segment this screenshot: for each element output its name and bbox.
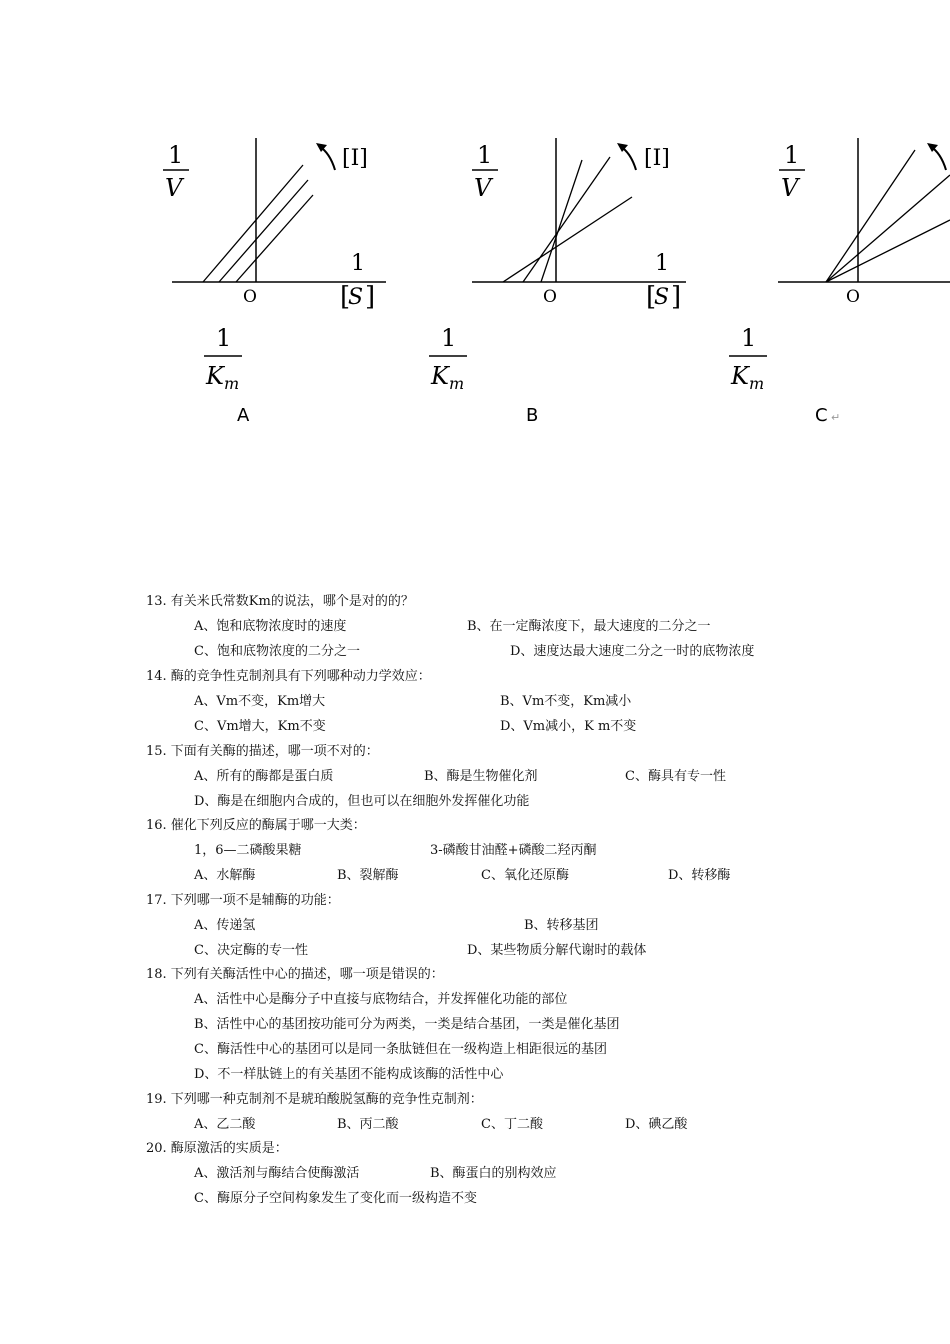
question-18-option-a: A、活性中心是酶分子中直接与底物结合，并发挥催化功能的部位 — [194, 992, 568, 1007]
plot-a-line-2 — [219, 180, 308, 282]
plot-a-s-numerator: 1 — [351, 251, 365, 276]
plot-c-origin-label: O — [846, 287, 860, 307]
question-19-stem: 19. 下列哪一种克制剂不是琥珀酸脱氢酶的竞争性克制剂： — [146, 1092, 483, 1107]
question-15-option-b: B、酶是生物催化剂 — [424, 769, 538, 784]
question-20-option-a: A、激活剂与酶结合使酶激活 — [194, 1166, 360, 1181]
plot-b-s-bracket-open: [ — [646, 282, 657, 312]
plot-a — [163, 138, 386, 426]
question-13-option-c: C、饱和底物浓度的二分之一 — [194, 644, 360, 659]
question-15-option-c: C、酶具有专一性 — [625, 769, 726, 784]
question-13-stem: 13. 有关米氏常数Km的说法，哪个是对的的？ — [146, 594, 414, 609]
question-16-stem: 16. 催化下列反应的酶属于哪一大类： — [146, 818, 366, 833]
plot-a-caption: A — [237, 405, 250, 426]
plot-c-km-numerator: 1 — [741, 324, 757, 352]
question-16-option-b: B、裂解酶 — [337, 868, 399, 883]
question-14-option-c: C、Vm增大，Km不变 — [194, 719, 326, 734]
question-16-reactant: 1，6—二磷酸果糖 — [194, 843, 302, 858]
plot-a-line-3 — [236, 195, 313, 282]
question-20-stem: 20. 酶原激活的实质是： — [146, 1141, 288, 1156]
question-18-option-b: B、活性中心的基团按功能可分为两类，一类是结合基团，一类是催化基团 — [194, 1017, 620, 1032]
plot-a-inhibitor-label: [I] — [342, 146, 368, 171]
question-18-stem: 18. 下列有关酶活性中心的描述，哪一项是错误的： — [146, 967, 444, 982]
plot-a-km-numerator: 1 — [216, 324, 232, 352]
question-16-option-d: D、转移酶 — [668, 868, 731, 883]
question-20-option-c: C、酶原分子空间构象发生了变化而一级构造不变 — [194, 1191, 477, 1206]
plot-b-line-1 — [503, 197, 632, 282]
question-17-stem: 17. 下列哪一项不是辅酶的功能： — [146, 893, 340, 908]
question-17-option-a: A、传递氢 — [194, 918, 256, 933]
question-14-option-b: B、Vm不变，Km减小 — [500, 694, 632, 709]
plot-b-line-3 — [541, 160, 582, 282]
question-15-stem: 15. 下面有关酶的描述，哪一项不对的： — [146, 744, 379, 759]
plot-a-y-numerator: 1 — [168, 141, 184, 169]
question-13-option-b: B、在一定酶浓度下，最大速度的二分之一 — [467, 619, 711, 634]
plot-b-y-denominator: V — [474, 174, 492, 202]
question-20-option-b: B、酶蛋白的别构效应 — [430, 1166, 557, 1181]
question-18-option-d: D、不一样肽链上的有关基团不能构成该酶的活性中心 — [194, 1067, 504, 1082]
plot-b-inhibitor-label: [I] — [644, 146, 670, 171]
plot-a-km-subscript: m — [224, 374, 240, 393]
question-14-option-a: A、Vm不变，Km增大 — [194, 694, 326, 709]
plot-c — [729, 138, 950, 426]
question-16-option-c: C、氧化还原酶 — [481, 868, 569, 883]
plot-c-y-denominator: V — [781, 174, 799, 202]
plot-c-caption: C — [815, 405, 828, 426]
plot-a-origin-label: O — [243, 287, 257, 307]
plot-b-caption: B — [526, 405, 539, 426]
plot-c-km-denominator: K — [731, 362, 749, 390]
question-15-option-d: D、酶是在细胞内合成的，但也可以在细胞外发挥催化功能 — [194, 794, 530, 809]
question-19-option-a: A、乙二酸 — [194, 1117, 256, 1132]
plot-a-s-bracket-open: [ — [340, 282, 351, 312]
question-19-option-b: B、丙二酸 — [337, 1117, 399, 1132]
paragraph-mark-icon: ↵ — [831, 411, 841, 424]
plot-b-origin-label: O — [543, 287, 557, 307]
plot-a-s-bracket-close: ] — [365, 282, 376, 312]
lineweaver-burk-figure — [0, 0, 950, 460]
plot-b-s-bracket-close: ] — [671, 282, 682, 312]
question-13-option-d: D、速度达最大速度二分之一时的底物浓度 — [510, 644, 755, 659]
plots-svg — [0, 0, 950, 460]
plot-b-y-numerator: 1 — [477, 141, 493, 169]
question-19-option-c: C、丁二酸 — [481, 1117, 543, 1132]
plot-a-s-denominator: S — [348, 285, 364, 310]
question-18-option-c: C、酶活性中心的基团可以是同一条肽链但在一级构造上相距很远的基团 — [194, 1042, 607, 1057]
plot-a-y-denominator: V — [165, 174, 183, 202]
plot-b-km-denominator: K — [431, 362, 449, 390]
question-17-option-c: C、决定酶的专一性 — [194, 943, 308, 958]
question-19-option-d: D、碘乙酸 — [625, 1117, 688, 1132]
question-16-option-a: A、水解酶 — [194, 868, 256, 883]
question-14-option-d: D、Vm减小，K m不变 — [500, 719, 637, 734]
question-13-option-a: A、饱和底物浓度时的速度 — [194, 619, 347, 634]
plot-c-km-subscript: m — [749, 374, 765, 393]
plot-b-s-denominator: S — [654, 285, 670, 310]
question-16-products: 3-磷酸甘油醛+磷酸二羟丙酮 — [430, 843, 597, 858]
plot-c-y-numerator: 1 — [784, 141, 800, 169]
question-17-option-b: B、转移基团 — [524, 918, 599, 933]
plot-a-km-denominator: K — [206, 362, 224, 390]
plot-b-km-subscript: m — [449, 374, 465, 393]
plot-b — [429, 138, 686, 426]
plot-b-s-numerator: 1 — [655, 251, 669, 276]
question-15-option-a: A、所有的酶都是蛋白质 — [194, 769, 334, 784]
question-14-stem: 14. 酶的竞争性克制剂具有下列哪种动力学效应： — [146, 669, 431, 684]
plot-b-km-numerator: 1 — [441, 324, 457, 352]
question-17-option-d: D、某些物质分解代谢时的载体 — [467, 943, 647, 958]
